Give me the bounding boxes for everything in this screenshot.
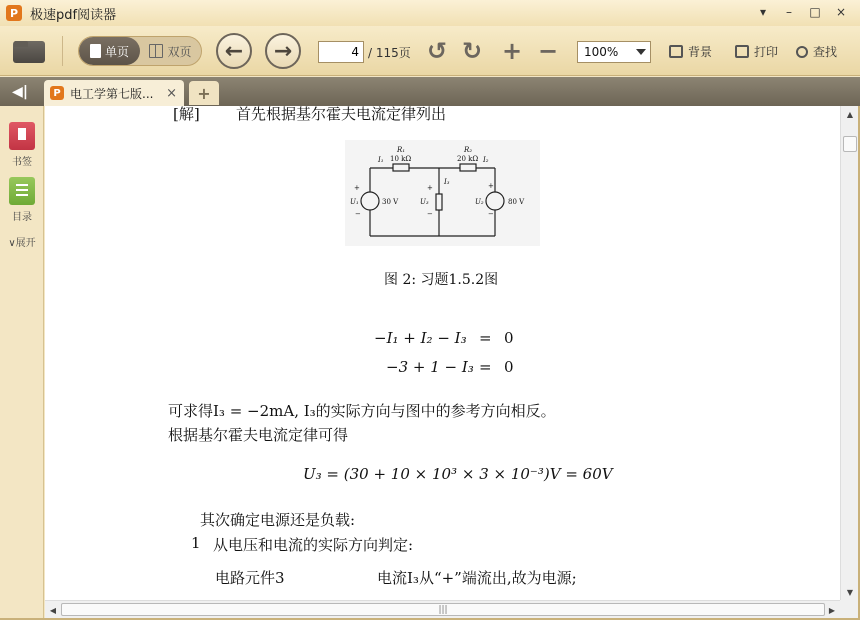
u1-label: U₁	[350, 198, 359, 206]
minimize-button[interactable]: –	[786, 5, 792, 19]
scrollbar-corner	[840, 600, 858, 618]
rotate-left-icon[interactable]: ↺	[426, 37, 448, 65]
scroll-down-icon[interactable]: ▼	[846, 587, 854, 597]
intro-text: 首先根据基尔霍夫电流定律列出	[236, 106, 447, 123]
i3-label: I₃	[444, 178, 450, 186]
equation-1-op: =	[479, 329, 492, 347]
next-page-button[interactable]: →	[265, 33, 301, 69]
open-folder-button[interactable]	[12, 36, 46, 64]
bookmark-icon	[9, 122, 35, 150]
list-item-number: 1	[191, 534, 201, 552]
page-mode-toggle	[78, 36, 202, 66]
close-window-button[interactable]: ×	[835, 5, 847, 19]
table-of-contents-icon	[9, 177, 35, 205]
equation-2-rhs: 0	[504, 358, 514, 376]
scroll-right-icon[interactable]: ▶	[828, 605, 836, 615]
document-tab-label: 电工学第七版...	[70, 86, 154, 101]
menu-dropdown-button[interactable]: ▾	[759, 5, 767, 19]
maximize-button[interactable]: □	[809, 5, 821, 19]
collapse-sidebar-button[interactable]: ◀|	[12, 83, 28, 100]
equation-1-rhs: 0	[504, 329, 514, 347]
u2-minus: −	[488, 210, 494, 218]
zoom-out-icon[interactable]: −	[537, 37, 559, 65]
u3-label: U₃	[420, 198, 429, 206]
folder-icon	[13, 41, 45, 63]
r1-label: R₁	[397, 146, 406, 154]
search-icon	[796, 46, 808, 58]
r2-value: 20 kΩ	[457, 155, 479, 163]
app-logo-icon: P	[6, 5, 22, 21]
solution-tag: [解]	[173, 106, 200, 123]
vertical-scrollbar[interactable]	[840, 106, 858, 600]
u3-plus: +	[427, 184, 433, 192]
equation-1-lhs: −I₁ + I₂ − I₃	[374, 329, 467, 347]
expand-button[interactable]: ∨展开	[8, 238, 36, 249]
new-tab-button[interactable]: +	[189, 81, 219, 105]
kvl-text: 根据基尔霍夫电流定律可得	[168, 426, 349, 444]
circuit-diagram	[345, 140, 540, 246]
horizontal-scroll-thumb[interactable]: |||	[61, 603, 825, 616]
pdf-page	[45, 106, 840, 600]
i2-label: I₂	[483, 156, 489, 164]
total-pages: / 115页	[368, 46, 411, 60]
toolbar	[0, 26, 860, 76]
equation-2-lhs: −3 + 1 − I₃	[386, 358, 474, 376]
rotate-right-icon[interactable]: ↻	[461, 37, 483, 65]
document-viewport[interactable]	[45, 106, 840, 600]
chevron-down-icon: ∨	[8, 238, 16, 249]
u1-value: 30 V	[382, 198, 399, 206]
element-description: 电流I₃从“+”端流出,故为电源;	[377, 569, 577, 587]
vertical-scroll-thumb[interactable]	[843, 136, 857, 152]
i1-label: I₁	[378, 156, 384, 164]
u1-plus: +	[354, 184, 360, 192]
next-step-text: 其次确定电源还是负载:	[200, 511, 356, 529]
close-tab-icon[interactable]: ×	[166, 85, 177, 101]
side-panel	[0, 106, 44, 620]
toolbar-divider	[62, 36, 63, 66]
scroll-up-icon[interactable]: ▲	[846, 109, 854, 119]
pdf-file-icon: P	[50, 86, 64, 100]
horizontal-scrollbar[interactable]	[45, 600, 840, 618]
prev-page-button[interactable]: ←	[216, 33, 252, 69]
r1-value: 10 kΩ	[390, 155, 412, 163]
chevron-down-icon	[636, 49, 646, 55]
app-title: 极速pdf阅读器	[30, 7, 117, 23]
background-button[interactable]: 背景	[669, 43, 712, 60]
single-page-icon	[90, 44, 101, 58]
r2-label: R₂	[464, 146, 473, 154]
double-page-button[interactable]: 双页	[140, 37, 201, 65]
scroll-left-icon[interactable]: ◀	[49, 605, 57, 615]
equation-2-op: =	[479, 358, 492, 376]
single-page-button[interactable]: 单页	[79, 37, 140, 65]
u3-minus: −	[427, 210, 433, 218]
search-button[interactable]: 查找	[796, 43, 837, 60]
print-button[interactable]: 打印	[735, 43, 778, 60]
tab-bar	[0, 77, 860, 106]
document-tab[interactable]	[44, 80, 184, 106]
u2-plus: +	[488, 182, 494, 190]
u3-equation: U₃ = (30 + 10 × 10³ × 3 × 10⁻³)V = 60V	[303, 465, 613, 483]
page-number-input[interactable]: 4	[318, 41, 364, 63]
zoom-select[interactable]: 100%	[577, 41, 651, 63]
result-text: 可求得I₃ = −2mA, I₃的实际方向与图中的参考方向相反。	[168, 402, 556, 420]
list-item-text: 从电压和电流的实际方向判定:	[213, 536, 414, 554]
u1-minus: −	[355, 210, 361, 218]
toc-button[interactable]: 目录	[0, 177, 44, 223]
printer-icon	[735, 45, 749, 58]
element-label: 电路元件3	[215, 569, 285, 587]
figure-caption: 图 2: 习题1.5.2图	[384, 272, 499, 288]
background-icon	[669, 45, 683, 58]
double-page-icon	[149, 44, 163, 58]
bookmarks-button[interactable]: 书签	[0, 122, 44, 168]
zoom-in-icon[interactable]: +	[501, 37, 523, 65]
title-bar	[0, 0, 860, 26]
u2-value: 80 V	[508, 198, 525, 206]
u2-label: U₂	[475, 198, 484, 206]
